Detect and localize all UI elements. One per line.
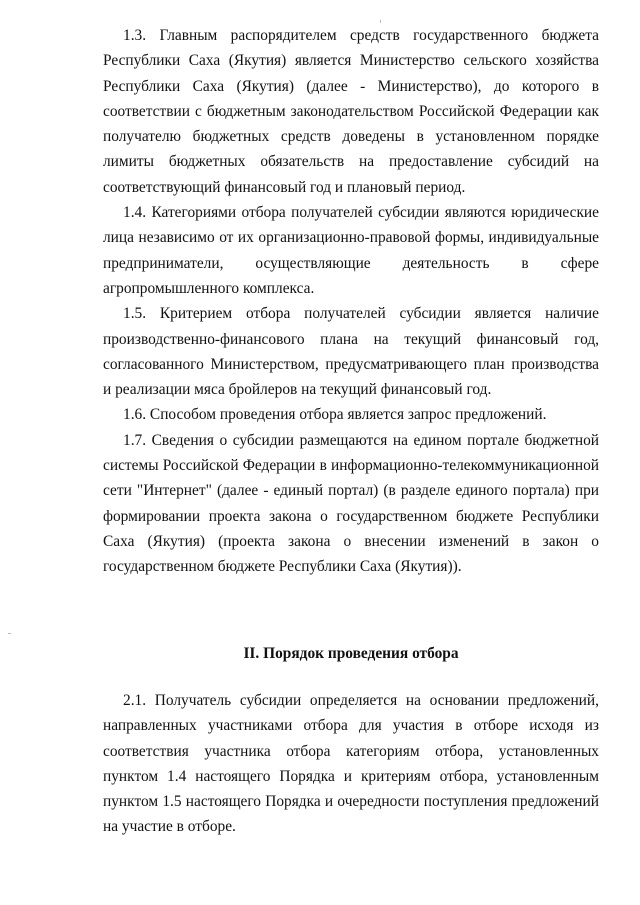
section-1-body	[103, 23, 599, 580]
paragraph-1-7: 1.7. Сведения о субсидии размещаются на едином портале бюджетной системы Российской Федерации в информационно-телекоммуникационной сети "Интернет" (далее - единый портал) (в разделе единого портала) при формировании проекта закона о государственном бюджете Республики Саха (Якутия) (проекта закона о внесении изменений в закон о государственном бюджете Республики Саха (Якутия)).	[103, 431, 599, 576]
paragraph-1-6: 1.6. Способом проведения отбора является запрос предложений.	[123, 406, 547, 424]
section-2-body	[103, 688, 599, 840]
paragraph-2-1: 2.1. Получатель субсидии определяется на основании предложений, направленных участниками отбора для участия в отборе исходя из соответствия участника отбора категориям отбора, установленных пунктом 1.4 настоящего Порядка и критериям отбора, установленным пунктом 1.5 настоящего Порядка и очередности поступления предложений на участие в отборе.	[103, 692, 599, 836]
paragraph-1-4: 1.4. Категориями отбора получателей субсидии являются юридические лица независимо от их организационно-правовой формы, индивидуальные предприниматели, осуществляющие деятельность в сфере агропромышленного комплекса.	[103, 204, 599, 297]
paragraph-1-3: 1.3. Главным распорядителем средств государственного бюджета Республики Саха (Якутия) является Министерство сельского хозяйства Республики Саха (Якутия) (далее - Министерство), до которого в соответствии с бюджетным законодательством Российской Федерации как получателю бюджетных средств доведены в установленном порядке лимиты бюджетных обязательств на предоставление субсидий на соответствующий финансовый год и плановый период.	[103, 27, 599, 196]
scan-speck-left	[8, 633, 11, 634]
section-heading: II. Порядок проведения отбора	[243, 645, 459, 662]
paragraph-1-5: 1.5. Критерием отбора получателей субсидии является наличие производственно-финансового плана на текущий финансовый год, согласованного Министерством, предусматривающего план производства и реализации мяса бройлеров на текущий финансовый год.	[103, 305, 599, 399]
